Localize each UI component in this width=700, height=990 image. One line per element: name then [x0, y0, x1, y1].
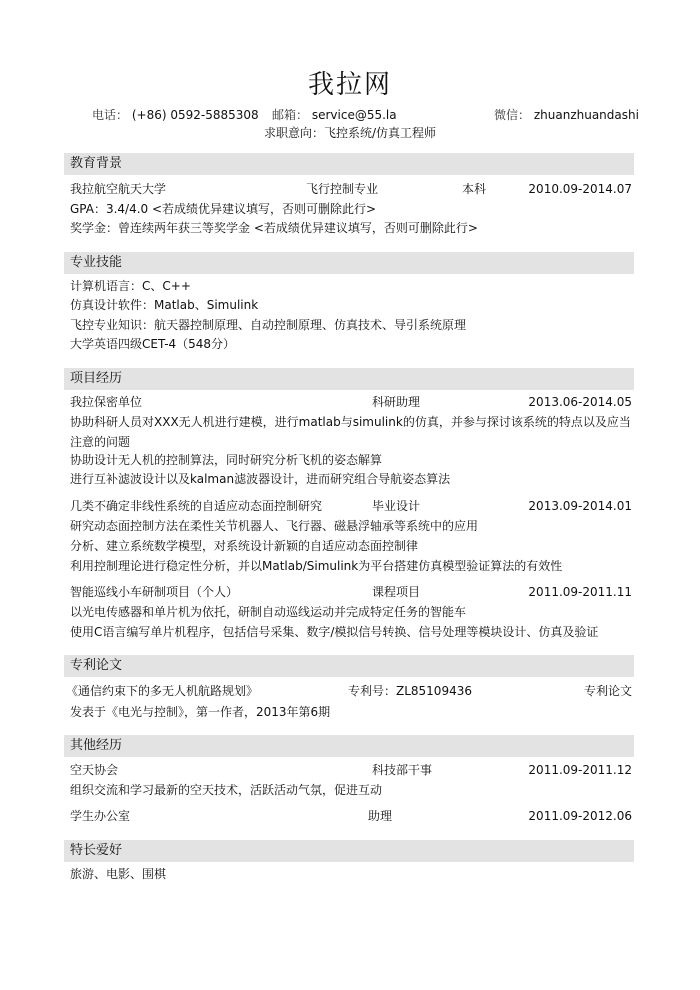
gpa-line: GPA：3.4/4.0 <若成绩优异建议填写，否则可删除此行> — [70, 202, 377, 216]
project-name: 我拉保密单位 — [70, 395, 143, 409]
section-patents-title: 专利论文 — [64, 655, 634, 677]
job-objective: 求职意向：飞控系统/仿真工程师 — [263, 126, 437, 140]
other-org: 空天协会 — [70, 763, 119, 777]
phone-contact — [92, 106, 259, 124]
skill-item: 飞控专业知识：航天器控制原理、自动控制原理、仿真技术、导引系统原理 — [70, 318, 467, 332]
project-period: 2011.09-2011.11 — [528, 585, 632, 599]
skill-item: 仿真设计软件：Matlab、Simulink — [70, 298, 259, 312]
other-role: 科技部干事 — [372, 763, 433, 777]
hobbies-text: 旅游、电影、围棋 — [70, 867, 167, 881]
patent-row — [66, 681, 632, 701]
project-detail: 协助设计无人机的控制算法，同时研究分析飞机的姿态解算 — [70, 453, 383, 467]
project-name: 几类不确定非线性系统的自适应动态面控制研究 — [70, 499, 323, 513]
skill-item: 计算机语言：C、C++ — [70, 279, 191, 293]
section-hobbies-title: 特长爱好 — [64, 840, 634, 862]
email-value: service@55.la — [311, 108, 397, 122]
major: 飞行控制专业 — [306, 182, 379, 196]
other-row — [70, 760, 632, 780]
section-projects-title: 项目经历 — [64, 368, 634, 390]
resume-name: 我拉网 — [307, 70, 392, 100]
other-detail: 组织交流和学习最新的空天技术，活跃活动气氛，促进互动 — [70, 783, 383, 797]
project-detail: 使用C语言编写单片机程序，包括信号采集、数字/模拟信号转换、信号处理等模块设计、仿真及验证 — [70, 625, 599, 639]
patent-type: 专利论文 — [583, 684, 632, 698]
wechat-contact — [494, 106, 639, 124]
school-name: 我拉航空航天大学 — [70, 182, 167, 196]
phone-label: 电话： — [92, 108, 129, 122]
skill-item: 大学英语四级CET-4（548分） — [70, 337, 236, 351]
email-contact — [272, 106, 397, 124]
other-period: 2011.09-2012.06 — [528, 809, 632, 823]
section-education-title: 教育背景 — [64, 153, 634, 175]
project-name: 智能巡线小车研制项目（个人） — [70, 585, 239, 599]
project-role: 科研助理 — [372, 395, 421, 409]
phone-value: (+86) 0592-5885308 — [131, 108, 259, 122]
project-detail: 分析、建立系统数学模型，对系统设计新颖的自适应动态面控制律 — [70, 539, 419, 553]
project-row — [70, 392, 632, 412]
other-role: 助理 — [368, 809, 393, 823]
email-label: 邮箱： — [272, 108, 309, 122]
project-detail: 利用控制理论进行稳定性分析，并以Matlab/Simulink为平台搭建仿真模型验证算法的有效性 — [70, 559, 563, 573]
project-row — [70, 582, 632, 602]
project-period: 2013.09-2014.01 — [528, 499, 632, 513]
other-row — [70, 806, 632, 826]
project-role: 毕业设计 — [372, 499, 421, 513]
project-detail: 协助科研人员对XXX无人机进行建模，进行matlab与simulink的仿真，并参与探讨该系统的特点以及应当注意的问题 — [70, 415, 631, 449]
degree: 本科 — [462, 182, 487, 196]
project-row — [70, 496, 632, 516]
section-other-title: 其他经历 — [64, 735, 634, 757]
project-detail: 进行互补滤波设计以及kalman滤波器设计，进而研究组合导航姿态算法 — [70, 472, 451, 486]
project-role: 课程项目 — [372, 585, 421, 599]
wechat-value: zhuanzhuandashi — [533, 108, 639, 122]
wechat-label: 微信： — [494, 108, 531, 122]
other-org: 学生办公室 — [70, 809, 131, 823]
education-period: 2010.09-2014.07 — [528, 182, 632, 196]
patent-number: 专利号：ZL85109436 — [348, 684, 472, 698]
paper-published: 发表于《电光与控制》，第一作者，2013年第6期 — [70, 705, 331, 719]
project-detail: 以光电传感器和单片机为依托，研制自动巡线运动并完成特定任务的智能车 — [70, 605, 467, 619]
section-skills-title: 专业技能 — [64, 252, 634, 274]
scholarship-line: 奖学金：曾连续两年获三等奖学金 <若成绩优异建议填写，否则可删除此行> — [70, 221, 478, 235]
education-row — [70, 179, 632, 199]
project-period: 2013.06-2014.05 — [528, 395, 632, 409]
other-period: 2011.09-2011.12 — [528, 763, 632, 777]
paper-title: 《通信约束下的多无人机航路规划》 — [66, 684, 259, 698]
project-detail: 研究动态面控制方法在柔性关节机器人、飞行器、磁悬浮轴承等系统中的应用 — [70, 519, 479, 533]
